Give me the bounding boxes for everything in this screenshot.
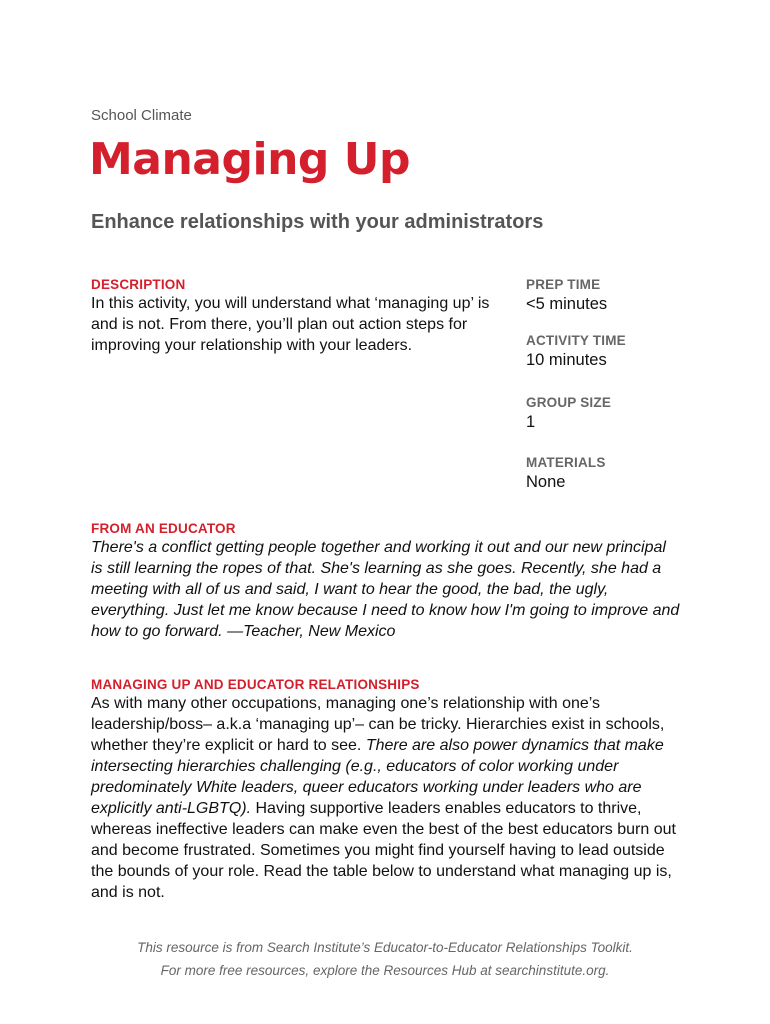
page-subtitle: Enhance relationships with your administrators [91, 211, 544, 233]
relationships-section [91, 677, 691, 903]
materials-block [526, 455, 706, 493]
activity-time-label: ACTIVITY TIME [526, 333, 626, 348]
footer [0, 936, 770, 982]
prep-time-label: PREP TIME [526, 277, 601, 292]
relationships-text [91, 693, 691, 903]
group-size-block [526, 395, 706, 433]
educator-quote-heading: FROM AN EDUCATOR [91, 521, 236, 536]
description-heading: DESCRIPTION [91, 277, 186, 292]
relationships-text-part2: Having supportive leaders enables educators to thrive, whereas ineffective leaders can make even the best of the best educators burn out and become frustrated. Sometimes you might find yourself having to lead outside the bounds of your role. Read the table below to understand what managing up is, and is not. [91, 800, 676, 901]
description-text: In this activity, you will understand what ‘managing up’ is and is not. From there, you’ll plan out action steps for improving your relationship with your leaders. [91, 295, 490, 354]
educator-quote-section [91, 521, 681, 642]
group-size-label: GROUP SIZE [526, 395, 612, 410]
prep-time-value: <5 minutes [526, 295, 608, 313]
relationships-heading: MANAGING UP AND EDUCATOR RELATIONSHIPS [91, 677, 420, 692]
relationships-text-italic: There are also power dynamics that make intersecting hierarchies challenging (e.g., educators of color working under predominately White leaders, queer educators working under leaders who are explicitly anti-LGBTQ). [91, 737, 664, 817]
page-title: Managing Up [89, 134, 410, 185]
activity-time-block [526, 333, 706, 371]
footer-line-2: For more free resources, explore the Resources Hub at searchinstitute.org. [160, 963, 610, 978]
activity-time-value: 10 minutes [526, 351, 607, 369]
educator-quote-text: There's a conflict getting people together and working it out and our new principal is still learning the ropes of that. She's learning as she goes. Recently, she had a meeting with all of us and said, I want to hear the good, the bad, the ugly, everything. Just let me know because I need to know how I'm going to improve and how to go forward. —Teacher, New Mexico [91, 539, 680, 640]
materials-label: MATERIALS [526, 455, 606, 470]
prep-time-block [526, 277, 706, 315]
materials-value: None [526, 473, 566, 491]
group-size-value: 1 [526, 413, 536, 431]
description-section [91, 277, 511, 356]
footer-line-1: This resource is from Search Institute’s Educator-to-Educator Relationships Toolkit. [137, 940, 633, 955]
category-label: School Climate [91, 107, 192, 124]
relationships-text-part1: As with many other occupations, managing one’s relationship with one’s leadership/boss– a.k.a ‘managing up’– can be tricky. Hierarchies exist in schools, whether they’re explicit or hard to see. [91, 695, 665, 754]
